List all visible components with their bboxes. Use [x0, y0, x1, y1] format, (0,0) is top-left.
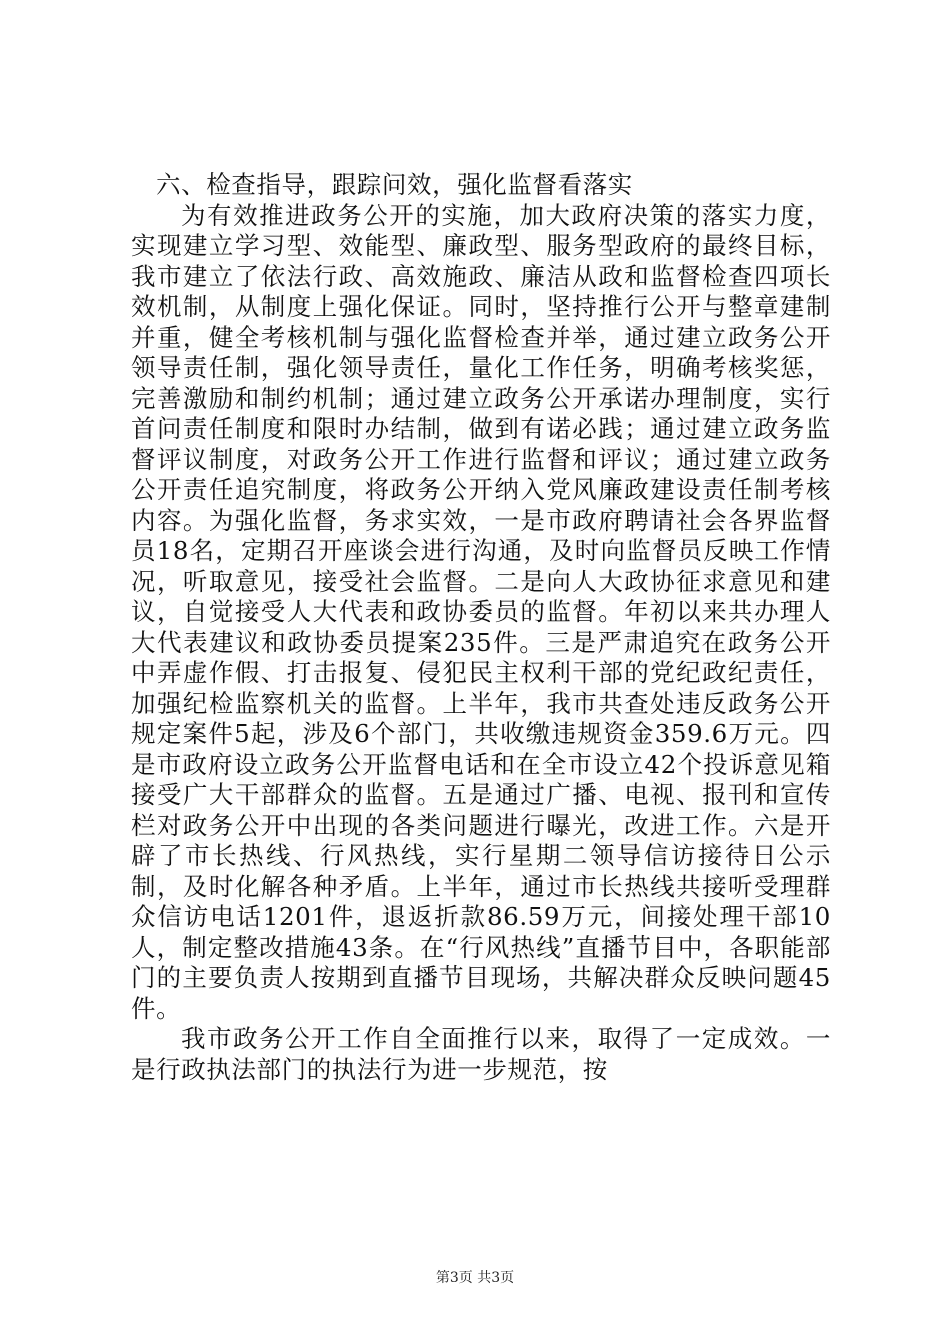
page-footer: 第3页 共3页: [435, 1270, 515, 1286]
body-paragraph-2: 我市政务公开工作自全面推行以来，取得了一定成效。一是行政执法部门的执法行为进一步规范，按: [131, 1024, 831, 1084]
document-body: [131, 170, 831, 1085]
section-heading: 六、检查指导，跟踪问效，强化监督看落实: [156, 170, 633, 199]
body-paragraph-1: 为有效推进政务公开的实施，加大政府决策的落实力度，实现建立学习型、效能型、廉政型、服务型政府的最终目标，我市建立了依法行政、高效施政、廉洁从政和监督检查四项长效机制，从制度上强化保证。同时，坚持推行公开与整章建制并重，健全考核机制与强化监督检查并举，通过建立政务公开领导责任制，强化领导责任，量化工作任务，明确考核奖惩，完善激励和制约机制；通过建立政务公开承诺办理制度，实行首问责任制度和限时办结制，做到有诺必践；通过建立政务监督评议制度，对政务公开工作进行监督和评议；通过建立政务公开责任追究制度，将政务公开纳入党风廉政建设责任制考核内容。为强化监督，务求实效，一是市政府聘请社会各界监督员18名，定期召开座谈会进行沟通，及时向监督员反映工作情况，听取意见，接受社会监督。二是向人大政协征求意见和建议，自觉接受人大代表和政协委员的监督。年初以来共办理人大代表建议和政协委员提案235件。三是严肃追究在政务公开中弄虚作假、打击报复、侵犯民主权利干部的党纪政纪责任，加强纪检监察机关的监督。上半年，我市共查处违反政务公开规定案件5起，涉及6个部门，共收缴违规资金359.6万元。四是市政府设立政务公开监督电话和在全市设立42个投诉意见箱接受广大干部群众的监督。五是通过广播、电视、报刊和宣传栏对政务公开中出现的各类问题进行曝光，改进工作。六是开辟了市长热线、行风热线，实行星期二领导信访接待日公示制，及时化解各种矛盾。上半年，通过市长热线共接听受理群众信访电话1201件，退返折款86.59万元，间接处理干部10人，制定整改措施43条。在“行风热线”直播节目中，各职能部门的主要负责人按期到直播节目现场，共解决群众反映问题45件。: [131, 200, 831, 1023]
